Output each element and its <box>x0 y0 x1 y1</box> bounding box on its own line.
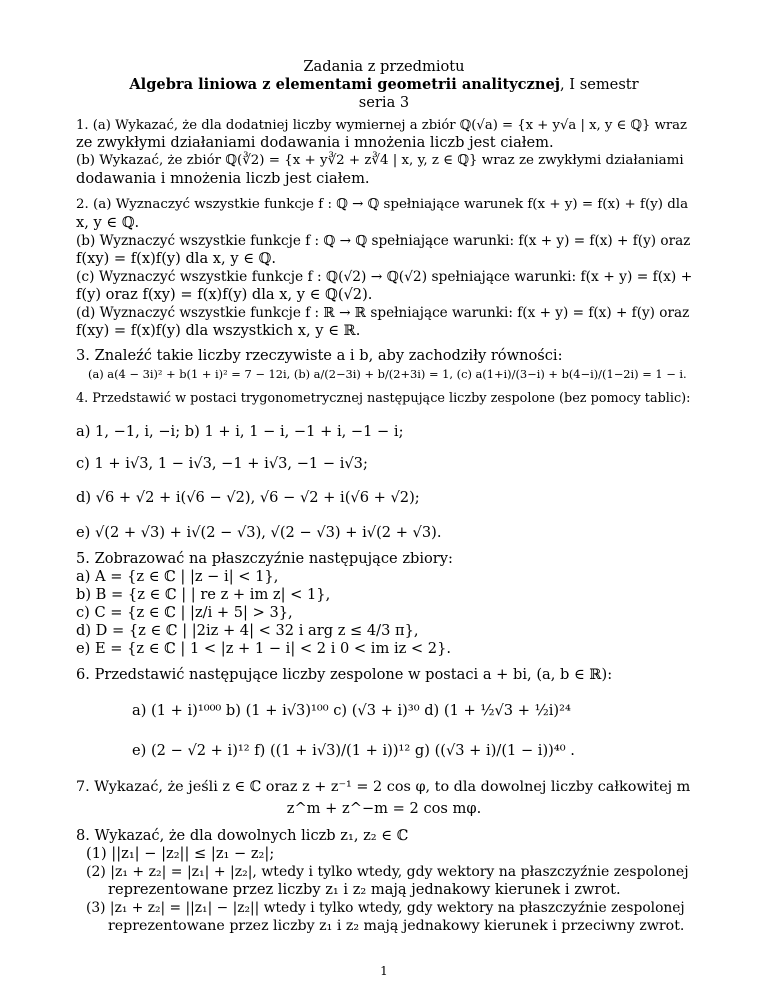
problem-6-row-a-d: a) (1 + i)¹⁰⁰⁰ b) (1 + i√3)¹⁰⁰ c) (√3 + i)³⁰ d) (1 + ½√3 + ½i)²⁴ <box>132 702 571 719</box>
problem-8-item-3-cont: reprezentowane przez liczby z₁ i z₂ mają jednakowy kierunek i przeciwny zwrot. <box>108 918 685 934</box>
header-line-1: Zadania z przedmiotu <box>303 58 465 75</box>
problem-3-equations: (a) a(4 − 3i)² + b(1 + i)² = 7 − 12i, (b) a/(2−3i) + b/(2+3i) = 1, (c) a(1+i)/(3−i) + b(4−i)/(1−2i) = 1 − i. <box>88 367 687 381</box>
problem-1-line-3: (b) Wykazać, że zbiór ℚ(∛2) = {x + y∛2 + z∛4 | x, y, z ∈ ℚ} wraz ze zwykłymi działaniami <box>76 153 684 168</box>
problem-6-line-1: 6. Przedstawić następujące liczby zespolone w postaci a + bi, (a, b ∈ ℝ): <box>76 666 613 683</box>
problem-2-line-1: 2. (a) Wyznaczyć wszystkie funkcje f : ℚ → ℚ spełniające warunek f(x + y) = f(x) + f(y) dla <box>76 197 689 212</box>
problem-3-line-1: 3. Znaleźć takie liczby rzeczywiste a i b, aby zachodziły równości: <box>76 347 563 364</box>
problem-2-line-7: (d) Wyznaczyć wszystkie funkcje f : ℝ → ℝ spełniające warunki: f(x + y) = f(x) + f(y) oraz <box>76 305 690 321</box>
problem-8-item-3: (3) |z₁ + z₂| = ||z₁| − |z₂|| wtedy i tylko wtedy, gdy wektory na płaszczyźnie zespolonej <box>86 900 685 916</box>
problem-7-formula: z^m + z^−m = 2 cos mφ. <box>286 800 482 817</box>
problem-2-line-5: (c) Wyznaczyć wszystkie funkcje f : ℚ(√2) → ℚ(√2) spełniające warunki: f(x + y) = f(x) + <box>76 269 693 285</box>
problem-8-item-1: (1) ||z₁| − |z₂|| ≤ |z₁ − z₂|; <box>86 845 275 862</box>
problem-4-row-c: c) 1 + i√3, 1 − i√3, −1 + i√3, −1 − i√3; <box>76 455 368 472</box>
problem-1-line-1: 1. (a) Wykazać, że dla dodatniej liczby wymiernej a zbiór ℚ(√a) = {x + y√a | x, y ∈ ℚ} wraz <box>76 118 687 133</box>
problem-7-line-1: 7. Wykazać, że jeśli z ∈ ℂ oraz z + z⁻¹ = 2 cos φ, to dla dowolnej liczby całkowitej m <box>76 779 691 795</box>
header-course-title <box>0 76 768 94</box>
problem-5-set-b: b) B = {z ∈ ℂ | | re z + im z| < 1}, <box>76 586 331 603</box>
problem-2-line-6: f(y) oraz f(xy) = f(x)f(y) dla x, y ∈ ℚ(√2). <box>76 286 373 303</box>
problem-1-line-4: dodawania i mnożenia liczb jest ciałem. <box>76 170 370 187</box>
problem-4-line-1: 4. Przedstawić w postaci trygonometrycznej następujące liczby zespolone (bez pomocy tablic): <box>76 391 691 406</box>
problem-6-row-e-g: e) (2 − √2 + i)¹² f) ((1 + i√3)/(1 + i))¹² g) ((√3 + i)/(1 − i))⁴⁰ . <box>132 742 575 759</box>
course-name: Algebra liniowa z elementami geometrii analitycznej <box>129 76 561 93</box>
problem-5-line-1: 5. Zobrazować na płaszczyźnie następujące zbiory: <box>76 550 453 567</box>
problem-4-row-d: d) √6 + √2 + i(√6 − √2), √6 − √2 + i(√6 + √2); <box>76 489 420 506</box>
problem-2-line-2: x, y ∈ ℚ. <box>76 214 140 231</box>
problem-2-line-4: f(xy) = f(x)f(y) dla x, y ∈ ℚ. <box>76 250 276 267</box>
problem-2-line-8: f(xy) = f(x)f(y) dla wszystkich x, y ∈ ℝ. <box>76 322 361 339</box>
problem-8-item-2: (2) |z₁ + z₂| = |z₁| + |z₂|, wtedy i tylko wtedy, gdy wektory na płaszczyźnie zespolonej <box>86 864 689 880</box>
problem-5-set-e: e) E = {z ∈ ℂ | 1 < |z + 1 − i| < 2 i 0 < im iz < 2}. <box>76 640 452 657</box>
problem-4-row-a-b: a) 1, −1, i, −i; b) 1 + i, 1 − i, −1 + i, −1 − i; <box>76 423 404 440</box>
problem-4-row-e: e) √(2 + √3) + i√(2 − √3), √(2 − √3) + i√(2 + √3). <box>76 524 442 541</box>
semester-label: , I semestr <box>560 76 639 93</box>
problem-5-set-a: a) A = {z ∈ ℂ | |z − i| < 1}, <box>76 568 279 585</box>
problem-5-set-d: d) D = {z ∈ ℂ | |2iz + 4| < 32 i arg z ≤ 4/3 π}, <box>76 622 419 639</box>
problem-8-line-1: 8. Wykazać, że dla dowolnych liczb z₁, z₂ ∈ ℂ <box>76 827 409 844</box>
page-number: 1 <box>380 964 388 978</box>
problem-2-line-3: (b) Wyznaczyć wszystkie funkcje f : ℚ → ℚ spełniające warunki: f(x + y) = f(x) + f(y) oraz <box>76 233 691 249</box>
problem-1-line-2: ze zwykłymi działaniami dodawania i mnożenia liczb jest ciałem. <box>76 134 554 151</box>
header-series: seria 3 <box>358 94 410 111</box>
problem-8-item-2-cont: reprezentowane przez liczby z₁ i z₂ mają jednakowy kierunek i zwrot. <box>108 881 621 898</box>
problem-5-set-c: c) C = {z ∈ ℂ | |z/i + 5| > 3}, <box>76 604 293 621</box>
